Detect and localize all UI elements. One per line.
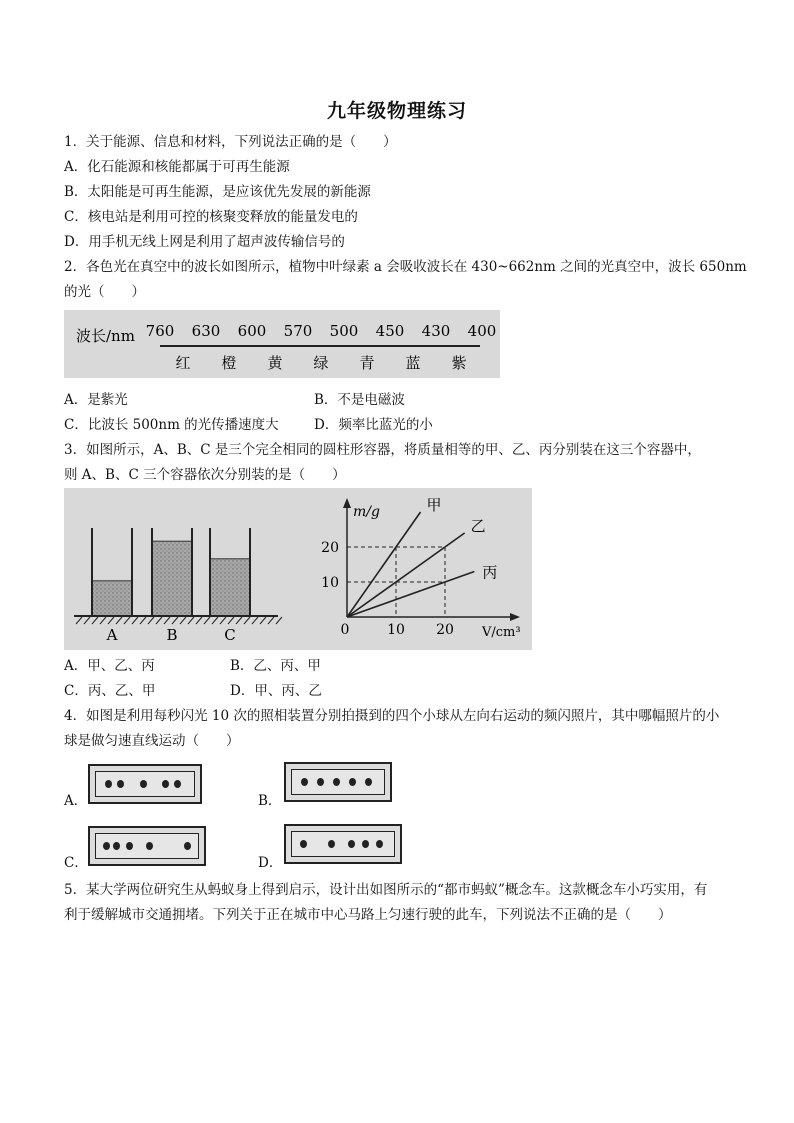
hatch-mark — [100, 617, 106, 624]
q1-option-b: B．太阳能是可再生能源，是应该优先发展的新能源 — [64, 184, 371, 200]
color-name-label: 黄 — [267, 354, 283, 372]
x-axis-arrow — [510, 613, 520, 621]
ball-dot — [376, 840, 383, 848]
hatch-mark — [84, 617, 90, 624]
x-axis-label: V/cm³ — [482, 625, 521, 640]
ball-dot — [117, 780, 124, 788]
q4-option-b-label: B． — [258, 793, 282, 809]
series-label: 甲 — [426, 496, 442, 514]
series-label: 丙 — [482, 563, 498, 582]
color-name-label: 红 — [175, 354, 191, 372]
hatch-mark — [220, 617, 226, 624]
y-tick-label: 20 — [321, 540, 339, 556]
hatch-mark — [244, 617, 250, 624]
strobe-photo-d — [284, 824, 402, 864]
containers — [92, 528, 250, 644]
hatch-mark — [116, 617, 122, 624]
hatch-mark — [204, 617, 210, 624]
ball-dot — [174, 780, 181, 788]
ball-dot — [184, 842, 191, 850]
q2-stem-line2: 的光（ ） — [64, 284, 145, 300]
ground-hatching — [76, 617, 282, 624]
color-name-label: 青 — [359, 354, 375, 372]
wavelength-ticks — [146, 322, 497, 340]
ball-dot — [317, 778, 324, 786]
q4-option-c-label: C． — [64, 855, 88, 871]
wavelength-tick-label: 630 — [191, 322, 221, 340]
ball-dot — [349, 778, 356, 786]
q2-option-c: C．比波长 500nm 的光传播速度大 — [64, 417, 279, 433]
color-name-label: 橙 — [221, 354, 237, 372]
q3-option-c: C．丙、乙、甲 — [64, 683, 156, 699]
q2-stem-line1: 2．各色光在真空中的波长如图所示，植物中叶绿素 a 会吸收波长在 430~662nm 之间的光真空中，波长 650nm — [64, 259, 747, 275]
x-tick-label: 10 — [387, 622, 405, 638]
q4-stem-line1: 4．如图是利用每秒闪光 10 次的照相装置分别拍摄到的四个小球从左向右运动的频闪照片，其中哪幅照片的小 — [64, 708, 720, 724]
container-fill — [92, 581, 132, 616]
hatch-mark — [76, 617, 82, 624]
strobe-photo-c-frame — [95, 833, 199, 859]
wavelength-tick-label: 500 — [329, 322, 359, 340]
ball-dot — [362, 840, 369, 848]
q2-option-d: D．频率比蓝光的小 — [314, 417, 433, 433]
container-fill — [152, 541, 192, 616]
hatch-mark — [148, 617, 154, 624]
container-label: B — [166, 626, 178, 644]
wavelength-tick-label: 600 — [237, 322, 267, 340]
hatch-mark — [172, 617, 178, 624]
wavelength-figure — [64, 310, 500, 378]
hatch-mark — [156, 617, 162, 624]
container-fill — [210, 559, 250, 616]
series-line — [347, 512, 421, 617]
ball-dot — [300, 840, 307, 848]
wavelength-tick-label: 400 — [467, 322, 497, 340]
container-label: A — [106, 626, 118, 644]
wavelength-axis-label: 波长/nm — [76, 327, 135, 345]
hatch-mark — [108, 617, 114, 624]
hatch-mark — [276, 617, 282, 624]
series-line — [347, 533, 465, 617]
hatch-mark — [228, 617, 234, 624]
series-label: 乙 — [470, 517, 486, 535]
wavelength-scale — [64, 310, 500, 378]
q2-option-a: A．是紫光 — [64, 392, 128, 408]
ball-dot — [113, 842, 120, 850]
strobe-photo-b — [284, 762, 392, 802]
ball-dot — [301, 778, 308, 786]
q1-option-a: A．化石能源和核能都属于可再生能源 — [64, 159, 290, 175]
origin-label: 0 — [340, 622, 350, 638]
x-tick-label: 20 — [436, 622, 454, 638]
q3-stem-line1: 3．如图所示，A、B、C 是三个完全相同的圆柱形容器，将质量相等的甲、乙、丙分别装在这三个容器中， — [64, 442, 701, 458]
strobe-photo-d-frame — [291, 831, 395, 857]
ball-dot — [328, 840, 335, 848]
hatch-mark — [196, 617, 202, 624]
series-line — [347, 572, 474, 618]
q5-stem-line1: 5．某大学两位研究生从蚂蚁身上得到启示，设计出如图所示的“都市蚂蚁”概念车。这款概念车小巧实用，有 — [64, 882, 708, 898]
ball-dot — [162, 780, 169, 788]
page-title: 九年级物理练习 — [326, 100, 467, 122]
ball-dot — [333, 778, 340, 786]
q2-option-b: B．不是电磁波 — [314, 392, 405, 408]
container-label: C — [224, 626, 236, 644]
ball-dot — [146, 842, 153, 850]
q4-option-d-label: D． — [258, 855, 283, 871]
hatch-mark — [124, 617, 130, 624]
q1-option-c: C．核电站是利用可控的核聚变释放的能量发电的 — [64, 209, 358, 225]
strobe-photo-a-frame — [95, 771, 195, 797]
q1-stem: 1．关于能源、信息和材料，下列说法正确的是（ ） — [64, 134, 397, 150]
wavelength-tick-label: 570 — [283, 322, 313, 340]
color-name-label: 蓝 — [405, 354, 421, 372]
ball-dot — [140, 780, 147, 788]
hatch-mark — [92, 617, 98, 624]
hatch-mark — [180, 617, 186, 624]
q4-option-a-label: A． — [64, 793, 88, 809]
hatch-mark — [212, 617, 218, 624]
ball-dot — [105, 780, 112, 788]
hatch-mark — [252, 617, 258, 624]
hatch-mark — [236, 617, 242, 624]
y-axis-arrow — [343, 498, 351, 508]
containers-and-graph-figure — [64, 488, 532, 650]
hatch-mark — [260, 617, 266, 624]
ball-dot — [365, 778, 372, 786]
strobe-photo-b-frame — [291, 769, 385, 795]
wavelength-tick-label: 450 — [375, 322, 405, 340]
ball-dot — [126, 842, 133, 850]
q3-option-b: B．乙、丙、甲 — [230, 658, 321, 674]
hatch-mark — [188, 617, 194, 624]
strobe-photo-a — [88, 764, 202, 804]
q3-stem-line2: 则 A、B、C 三个容器依次分别装的是（ ） — [64, 467, 346, 483]
q3-option-d: D．甲、丙、乙 — [230, 683, 322, 699]
color-name-label: 紫 — [451, 354, 467, 372]
mass-volume-graph — [321, 496, 520, 640]
hatch-mark — [132, 617, 138, 624]
hatch-mark — [140, 617, 146, 624]
color-name-label: 绿 — [313, 354, 329, 372]
q4-stem-line2: 球是做匀速直线运动（ ） — [64, 733, 240, 749]
wavelength-tick-label: 430 — [421, 322, 451, 340]
color-names — [175, 354, 466, 372]
wavelength-tick-label: 760 — [145, 322, 175, 340]
q3-figure-svg — [64, 488, 532, 650]
ball-dot — [348, 840, 355, 848]
hatch-mark — [164, 617, 170, 624]
y-axis-label: m/g — [353, 504, 380, 520]
y-tick-label: 10 — [321, 575, 339, 591]
q1-option-d: D．用手机无线上网是利用了超声波传输信号的 — [64, 234, 345, 250]
hatch-mark — [268, 617, 274, 624]
q5-stem-line2: 利于缓解城市交通拥堵。下列关于正在城市中心马路上匀速行驶的此车，下列说法不正确的是（ ） — [64, 907, 672, 923]
ball-dot — [103, 842, 110, 850]
q3-option-a: A．甲、乙、丙 — [64, 658, 155, 674]
strobe-photo-c — [88, 826, 206, 866]
